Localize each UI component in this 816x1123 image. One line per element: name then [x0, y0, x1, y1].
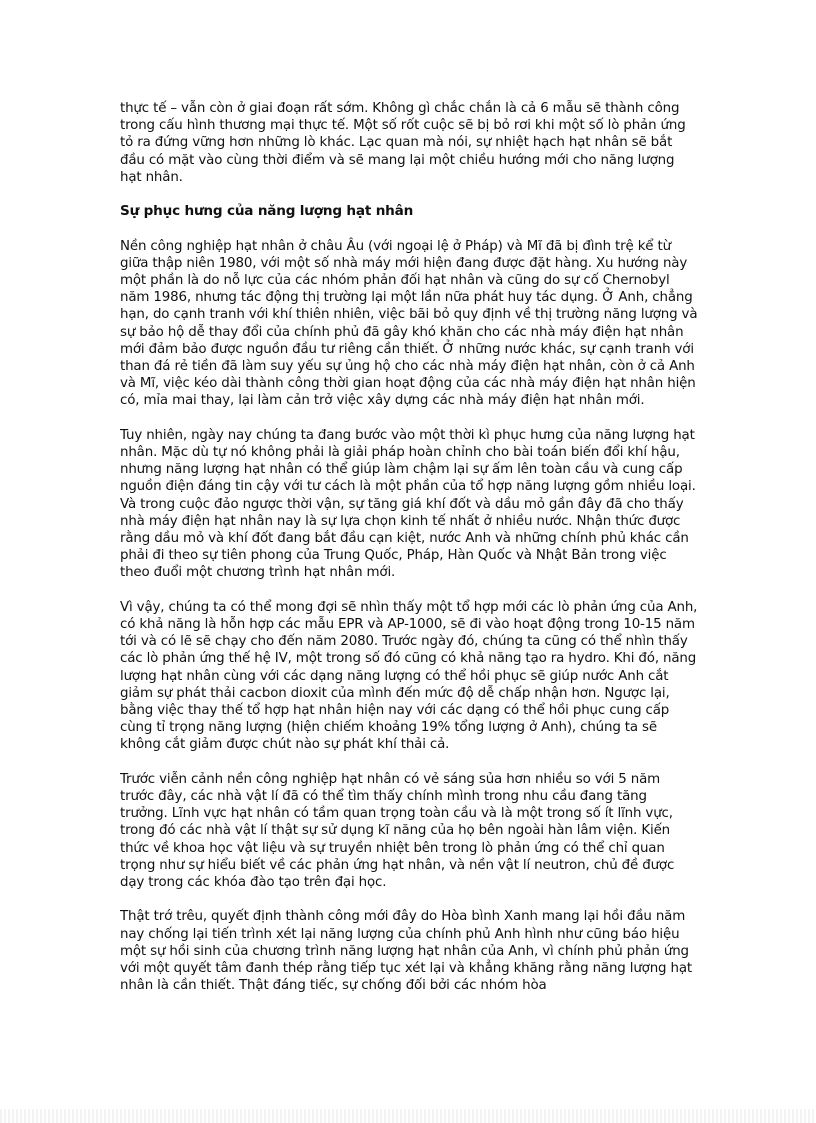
- document-page: [120, 100, 698, 1012]
- paragraph-3: Vì vậy, chúng ta có thể mong đợi sẽ nhìn thấy một tổ hợp mới các lò phản ứng của Anh, có khả năng là hỗn hợp các mẫu EPR và AP-1000, sẽ đi vào hoạt động trong 10-15 năm tới và có lẽ sẽ chạy cho đến năm 2080. Trước ngày đó, chúng ta cũng có thể nhìn thấy các lò phản ứng thế hệ IV, một trong số đó cũng có khả năng tạo ra hydro. Khi đó, năng lượng hạt nhân cùng với các dạng năng lượng có thể hồi phục sẽ giúp nước Anh cắt giảm sự phát thải cacbon dioxit của mình đến mức độ dễ chấp nhận hơn. Ngược lại, bằng việc thay thế tổ hợp hạt nhân hiện nay với các dạng có thể hồi phục cung cấp cùng tỉ trọng năng lượng (hiện chiếm khoảng 19% tổng lượng ở Anh), chúng ta sẽ không cắt giảm được chút nào sự phát khí thải cả.: [120, 599, 698, 753]
- paragraph-5: Thật trớ trêu, quyết định thành công mới đây do Hòa bình Xanh mang lại hồi đầu năm nay chống lại tiến trình xét lại năng lượng của chính phủ Anh hình như cũng báo hiệu một sự hồi sinh của chương trình năng lượng hạt nhân của Anh, vì chính phủ phản ứng với một quyết tâm đanh thép rằng tiếp tục xét lại và khẳng khăng rằng năng lượng hạt nhân là cần thiết. Thật đáng tiếc, sự chống đối bởi các nhóm hòa: [120, 909, 692, 994]
- paragraph-intro: thực tế – vẫn còn ở giai đoạn rất sớm. Không gì chắc chắn là cả 6 mẫu sẽ thành công trong cấu hình thương mại thực tế. Một số rốt cuộc sẽ bị bỏ rơi khi một số lò phản ứng tỏ ra đứng vững hơn những lò khác. Lạc quan mà nói, sự nhiệt hạch hạt nhân sẽ bắt đầu có mặt vào cùng thời điểm và sẽ mang lại một chiều hướng mới cho năng lượng hạt nhân.: [120, 101, 686, 185]
- paragraph-4: Trước viễn cảnh nền công nghiệp hạt nhân có vẻ sáng sủa hơn nhiều so với 5 năm trước đây, các nhà vật lí đã có thể tìm thấy chính mình trong nhu cầu đang tăng trưởng. Lĩnh vực hạt nhân có tầm quan trọng toàn cầu và là một trong số ít lĩnh vực, trong đó các nhà vật lí thật sự sử dụng kĩ năng của họ bên ngoài hàn lâm viện. Kiến thức về khoa học vật liệu và sự truyền nhiệt bên trong lò phản ứng có thể chỉ quan trọng như sự hiểu biết về các phản ứng hạt nhân, và nền vật lí neutron, chủ đề được dạy trong các khóa đào tạo trên đại học.: [120, 771, 675, 891]
- page-bottom-edge: [0, 1109, 816, 1123]
- section-heading: Sự phục hưng của năng lượng hạt nhân: [120, 203, 414, 220]
- paragraph-2: Tuy nhiên, ngày nay chúng ta đang bước vào một thời kì phục hưng của năng lượng hạt nhân. Mặc dù tự nó không phải là giải pháp hoàn chỉnh cho bài toán biến đổi khí hậu, nhưng năng lượng hạt nhân có thể giúp làm chậm lại sự ấm lên toàn cầu và cung cấp nguồn điện đáng tin cậy với tư cách là một phần của tổ hợp năng lượng gồm nhiều loại. Và trong cuộc đảo ngược thời vận, sự tăng giá khí đốt và dầu mỏ gần đây đã cho thấy nhà máy điện hạt nhân nay là sự lựa chọn kinh tế nhất ở nhiều nước. Nhận thức được rằng dầu mỏ và khí đốt đang bắt đầu cạn kiệt, nước Anh và những chính phủ khác cần phải đi theo sự tiên phong của Trung Quốc, Pháp, Hàn Quốc và Nhật Bản trong việc theo đuổi một chương trình hạt nhân mới.: [120, 427, 696, 581]
- paragraph-1: Nền công nghiệp hạt nhân ở châu Âu (với ngoại lệ ở Pháp) và Mĩ đã bị đình trệ kể từ giữa thập niên 1980, với một số nhà máy mới hiện đang được đặt hàng. Xu hướng này một phần là do nỗ lực của các nhóm phản đối hạt nhân và cũng do sự cố Chernobyl năm 1986, nhưng tác động thị trường lại một lần nữa phát huy tác dụng. Ở Anh, chẳng hạn, do cạnh tranh với khí thiên nhiên, việc bãi bỏ quy định về thị trường năng lượng và sự bảo hộ dễ thay đổi của chính phủ đã gây khó khăn cho các nhà máy điện hạt nhân mới đảm bảo được nguồn đầu tư riêng cần thiết. Ở những nước khác, sự cạnh tranh với than đá rẻ tiền đã làm suy yếu sự ủng hộ cho các nhà máy điện hạt nhân, còn ở cả Anh và Mĩ, việc kéo dài thành công thời gian hoạt động của các nhà máy điện hạt nhân hiện có, mỉa mai thay, lại làm cản trở việc xây dựng các nhà máy điện hạt nhân mới.: [120, 238, 698, 409]
